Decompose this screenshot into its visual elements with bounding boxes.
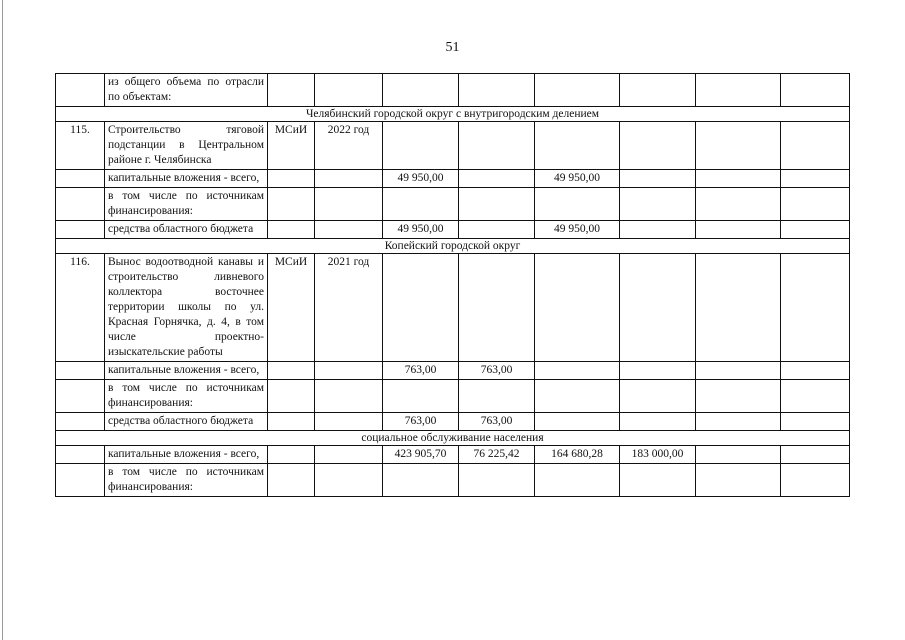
amount-cell-1 (383, 254, 459, 362)
customer-cell: МСиИ (268, 122, 315, 170)
description-cell: капитальные вложения - всего, (105, 446, 268, 464)
table-row (56, 170, 850, 188)
amount-cell-1 (383, 74, 459, 107)
amount-cell-4 (620, 254, 696, 362)
year-cell (315, 380, 383, 413)
amount-cell-2 (459, 221, 535, 239)
amount-cell-1: 763,00 (383, 362, 459, 380)
row-number-cell (56, 380, 105, 413)
amount-cell-6 (781, 170, 850, 188)
table-row (56, 362, 850, 380)
page-number: 51 (445, 40, 460, 55)
amount-cell-4 (620, 170, 696, 188)
amount-cell-3 (535, 464, 620, 497)
amount-cell-4 (620, 74, 696, 107)
year-cell (315, 74, 383, 107)
customer-cell (268, 74, 315, 107)
amount-cell-1 (383, 380, 459, 413)
amount-cell-4 (620, 464, 696, 497)
year-cell (315, 362, 383, 380)
amount-cell-6 (781, 74, 850, 107)
customer-cell (268, 380, 315, 413)
section-header-row (56, 431, 850, 446)
amount-cell-5 (696, 188, 781, 221)
description-cell: средства областного бюджета (105, 221, 268, 239)
scan-edge-line (2, 0, 3, 640)
amount-cell-3 (535, 188, 620, 221)
year-cell (315, 221, 383, 239)
amount-cell-4 (620, 221, 696, 239)
amount-cell-3 (535, 413, 620, 431)
amount-cell-5 (696, 254, 781, 362)
amount-cell-6 (781, 188, 850, 221)
table-row (56, 446, 850, 464)
row-number-cell (56, 170, 105, 188)
amount-cell-5 (696, 464, 781, 497)
amount-cell-6 (781, 122, 850, 170)
amount-cell-2: 763,00 (459, 362, 535, 380)
table-row (56, 380, 850, 413)
table-row (56, 464, 850, 497)
amount-cell-1 (383, 464, 459, 497)
description-cell: капитальные вложения - всего, (105, 362, 268, 380)
table-row (56, 74, 850, 107)
amount-cell-4 (620, 188, 696, 221)
amount-cell-2 (459, 380, 535, 413)
amount-cell-5 (696, 362, 781, 380)
amount-cell-4 (620, 380, 696, 413)
amount-cell-6 (781, 413, 850, 431)
row-number-cell: 115. (56, 122, 105, 170)
table-body (56, 74, 850, 497)
amount-cell-3 (535, 380, 620, 413)
customer-cell (268, 221, 315, 239)
table-row (56, 413, 850, 431)
row-number-cell (56, 74, 105, 107)
amount-cell-5 (696, 380, 781, 413)
customer-cell (268, 188, 315, 221)
customer-cell (268, 464, 315, 497)
amount-cell-3 (535, 74, 620, 107)
amount-cell-4 (620, 122, 696, 170)
row-number-cell (56, 446, 105, 464)
amount-cell-5 (696, 170, 781, 188)
section-header-row (56, 239, 850, 254)
description-cell: в том числе по источникам финансирования: (105, 380, 268, 413)
row-number-cell (56, 221, 105, 239)
amount-cell-6 (781, 380, 850, 413)
amount-cell-5 (696, 413, 781, 431)
year-cell: 2022 год (315, 122, 383, 170)
capital-investment-table (55, 73, 850, 497)
table-row (56, 221, 850, 239)
amount-cell-4: 183 000,00 (620, 446, 696, 464)
table-row (56, 122, 850, 170)
amount-cell-2 (459, 170, 535, 188)
amount-cell-2: 76 225,42 (459, 446, 535, 464)
amount-cell-5 (696, 221, 781, 239)
table-row (56, 254, 850, 362)
row-number-cell (56, 188, 105, 221)
year-cell (315, 413, 383, 431)
year-cell (315, 188, 383, 221)
customer-cell (268, 413, 315, 431)
description-cell: капитальные вложения - всего, (105, 170, 268, 188)
amount-cell-6 (781, 254, 850, 362)
amount-cell-6 (781, 362, 850, 380)
amount-cell-1: 423 905,70 (383, 446, 459, 464)
section-title: Челябинский городской округ с внутригородским делением (56, 107, 850, 122)
amount-cell-4 (620, 362, 696, 380)
amount-cell-3 (535, 362, 620, 380)
table-row (56, 188, 850, 221)
amount-cell-2 (459, 254, 535, 362)
amount-cell-1 (383, 188, 459, 221)
year-cell (315, 170, 383, 188)
amount-cell-5 (696, 74, 781, 107)
amount-cell-3 (535, 254, 620, 362)
amount-cell-2 (459, 122, 535, 170)
amount-cell-3: 49 950,00 (535, 221, 620, 239)
section-header-row (56, 107, 850, 122)
amount-cell-2 (459, 464, 535, 497)
customer-cell (268, 362, 315, 380)
amount-cell-5 (696, 122, 781, 170)
customer-cell: МСиИ (268, 254, 315, 362)
amount-cell-2: 763,00 (459, 413, 535, 431)
year-cell (315, 446, 383, 464)
customer-cell (268, 446, 315, 464)
amount-cell-5 (696, 446, 781, 464)
description-cell: в том числе по источникам финансирования: (105, 188, 268, 221)
description-cell: Вынос водоотводной канавы и строительство ливневого коллектора восточнее территории школы по ул. Красная Горнячка, д. 4, в том числе проектно-изыскательские работы (105, 254, 268, 362)
description-cell: средства областного бюджета (105, 413, 268, 431)
amount-cell-2 (459, 188, 535, 221)
row-number-cell (56, 464, 105, 497)
row-number-cell (56, 413, 105, 431)
section-title: социальное обслуживание населения (56, 431, 850, 446)
amount-cell-6 (781, 446, 850, 464)
row-number-cell: 116. (56, 254, 105, 362)
amount-cell-6 (781, 221, 850, 239)
amount-cell-3 (535, 122, 620, 170)
description-cell: из общего объема по отрасли по объектам: (105, 74, 268, 107)
amount-cell-3: 49 950,00 (535, 170, 620, 188)
amount-cell-1: 49 950,00 (383, 221, 459, 239)
description-cell: в том числе по источникам финансирования: (105, 464, 268, 497)
amount-cell-1 (383, 122, 459, 170)
amount-cell-3: 164 680,28 (535, 446, 620, 464)
description-cell: Строительство тяговой подстанции в Центральном районе г. Челябинска (105, 122, 268, 170)
section-title: Копейский городской округ (56, 239, 850, 254)
amount-cell-1: 49 950,00 (383, 170, 459, 188)
amount-cell-2 (459, 74, 535, 107)
year-cell (315, 464, 383, 497)
row-number-cell (56, 362, 105, 380)
year-cell: 2021 год (315, 254, 383, 362)
amount-cell-4 (620, 413, 696, 431)
amount-cell-1: 763,00 (383, 413, 459, 431)
customer-cell (268, 170, 315, 188)
amount-cell-6 (781, 464, 850, 497)
